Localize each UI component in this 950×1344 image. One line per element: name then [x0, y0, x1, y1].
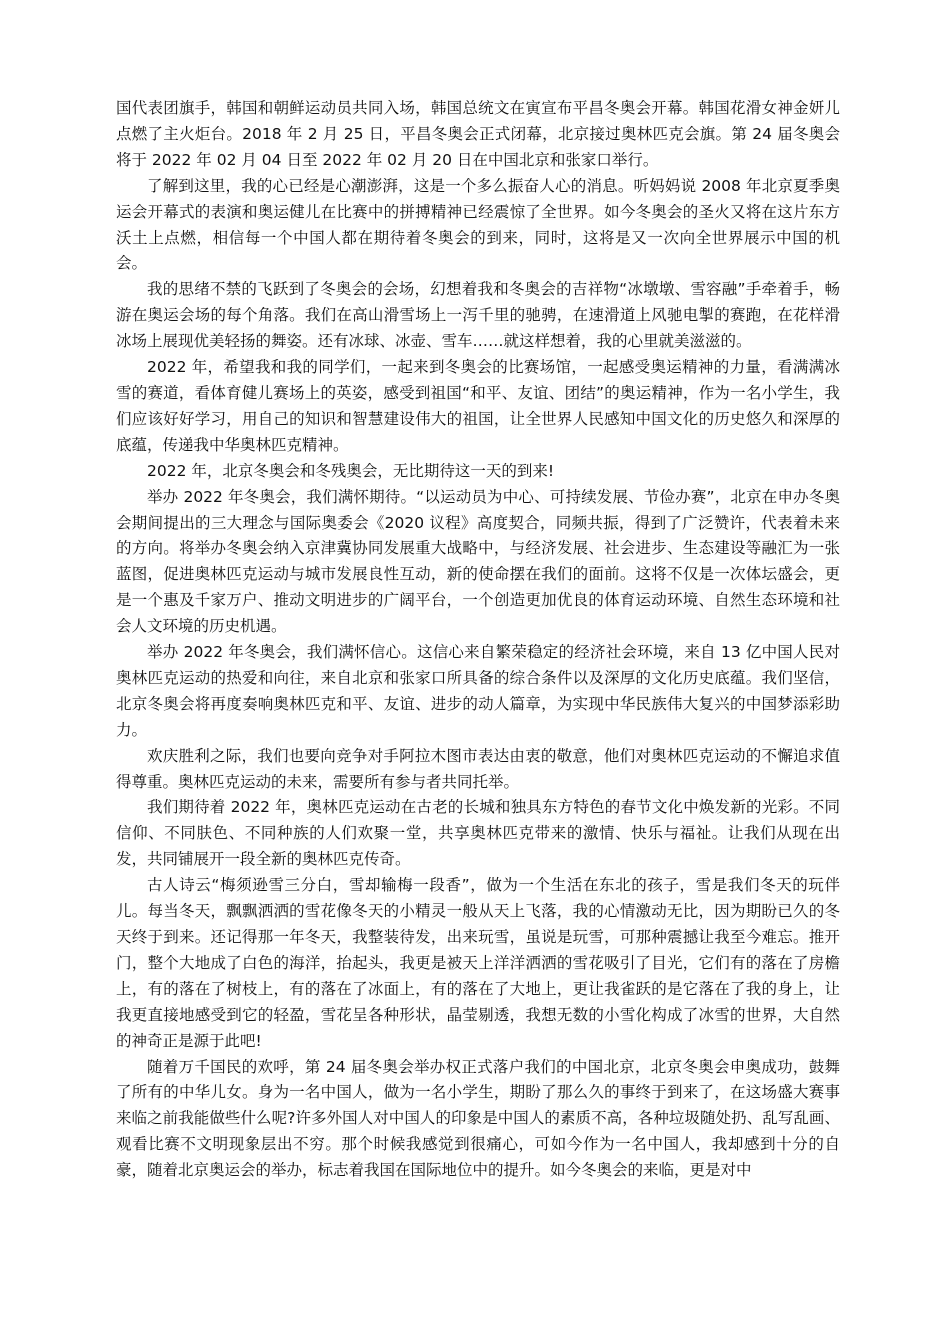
- paragraph-5: 2022 年，北京冬奥会和冬残奥会，无比期待这一天的到来!: [147, 461, 555, 480]
- paragraph-6: 举办 2022 年冬奥会，我们满怀期待。“以运动员为中心、可持续发展、节俭办赛”，北京在申办冬奥会期间提出的三大理念与国际奥委会《2020 议程》高度契合，同频共振，得到了广泛赞许，代表着未来的方向。将举办冬奥会纳入京津冀协同发展重大战略中，与经济发展、社会进步、生态建设等融汇为一张蓝图，促进奥林匹克运动与城市发展良性互动，新的使命摆在我们的面前。这将不仅是一次体坛盛会，更是一个惠及千家万户、推动文明进步的广阔平台，一个创造更加优良的体育运动环境、自然生态环境和社会人文环境的历史机遇。: [116, 487, 840, 636]
- paragraph-9: 我们期待着 2022 年，奥林匹克运动在古老的长城和独具东方特色的春节文化中焕发新的光彩。不同信仰、不同肤色、不同种族的人们欢聚一堂，共享奥林匹克带来的激情、快乐与福祉。让我们从现在出发，共同铺展开一段全新的奥林匹克传奇。: [116, 798, 840, 869]
- paragraph-4: 2022 年，希望我和我的同学们，一起来到冬奥会的比赛场馆，一起感受奥运精神的力量，看满满冰雪的赛道，看体育健儿赛场上的英姿，感受到祖国“和平、友谊、团结”的奥运精神，作为一名小学生，我们应该好好学习，用自己的知识和智慧建设伟大的祖国，让全世界人民感知中国文化的历史悠久和深厚的底蕴，传递我中华奥林匹克精神。: [116, 358, 840, 454]
- document-body: [116, 96, 840, 1184]
- paragraph-10: 古人诗云“梅须逊雪三分白，雪却输梅一段香”，做为一个生活在东北的孩子，雪是我们冬天的玩伴儿。每当冬天，飘飘洒洒的雪花像冬天的小精灵一般从天上飞落，我的心情激动无比，因为期盼已久的冬天终于到来。还记得那一年冬天，我整装待发，出来玩雪，虽说是玩雪，可那种震撼让我至今难忘。推开门，整个大地成了白色的海洋，抬起头，我更是被天上洋洋洒洒的雪花吸引了目光，它们有的落在了房檐上，有的落在了树枝上，有的落在了冰面上，有的落在了大地上，更让我雀跃的是它落在了我的身上，让我更直接地感受到它的轻盈，雪花呈各种形状，晶莹剔透，我想无数的小雪化构成了冰雪的世界，大自然的神奇正是源于此吧!: [116, 876, 840, 1050]
- paragraph-8: 欢庆胜利之际，我们也要向竞争对手阿拉木图市表达由衷的敬意，他们对奥林匹克运动的不懈追求值得尊重。奥林匹克运动的未来，需要所有参与者共同托举。: [116, 746, 840, 791]
- paragraph-3: 我的思绪不禁的飞跃到了冬奥会的会场，幻想着我和冬奥会的吉祥物“冰墩墩、雪容融”手牵着手，畅游在奥运会场的每个角落。我们在高山滑雪场上一泻千里的驰骋，在速滑道上风驰电掣的赛跑，在花样滑冰场上展现优美轻扬的舞姿。还有冰球、冰壶、雪车……就这样想着，我的心里就美滋滋的。: [116, 280, 840, 351]
- paragraph-1: 国代表团旗手，韩国和朝鲜运动员共同入场，韩国总统文在寅宣布平昌冬奥会开幕。韩国花滑女神金妍儿点燃了主火炬台。2018 年 2 月 25 日，平昌冬奥会正式闭幕，北京接过奥林匹克会旗。第 24 届冬奥会将于 2022 年 02 月 04 日至 2022 年 02 月 20 日在中国北京和张家口举行。: [116, 99, 840, 169]
- paragraph-11: 随着万千国民的欢呼，第 24 届冬奥会举办权正式落户我们的中国北京，北京冬奥会申奥成功，鼓舞了所有的中华儿女。身为一名中国人，做为一名小学生，期盼了那么久的事终于到来了，在这场盛大赛事来临之前我能做些什么呢?许多外国人对中国人的印象是中国人的素质不高，各种垃圾随处扔、乱写乱画、观看比赛不文明现象层出不穷。那个时候我感觉到很痛心，可如今作为一名中国人，我却感到十分的自豪，随着北京奥运会的举办，标志着我国在国际地位中的提升。如今冬奥会的来临，更是对中: [116, 1057, 840, 1180]
- paragraph-2: 了解到这里，我的心已经是心潮澎湃，这是一个多么振奋人心的消息。听妈妈说 2008 年北京夏季奥运会开幕式的表演和奥运健儿在比赛中的拼搏精神已经震惊了全世界。如今冬奥会的圣火又将在这片东方沃土上点燃，相信每一个中国人都在期待着冬奥会的到来，同时，这将是又一次向全世界展示中国的机会。: [116, 176, 840, 273]
- paragraph-7: 举办 2022 年冬奥会，我们满怀信心。这信心来自繁荣稳定的经济社会环境，来自 13 亿中国人民对奥林匹克运动的热爱和向往，来自北京和张家口所具备的综合条件以及深厚的文化历史底蕴。我们坚信，北京冬奥会将再度奏响奥林匹克和平、友谊、进步的动人篇章，为实现中华民族伟大复兴的中国梦添彩助力。: [116, 643, 840, 739]
